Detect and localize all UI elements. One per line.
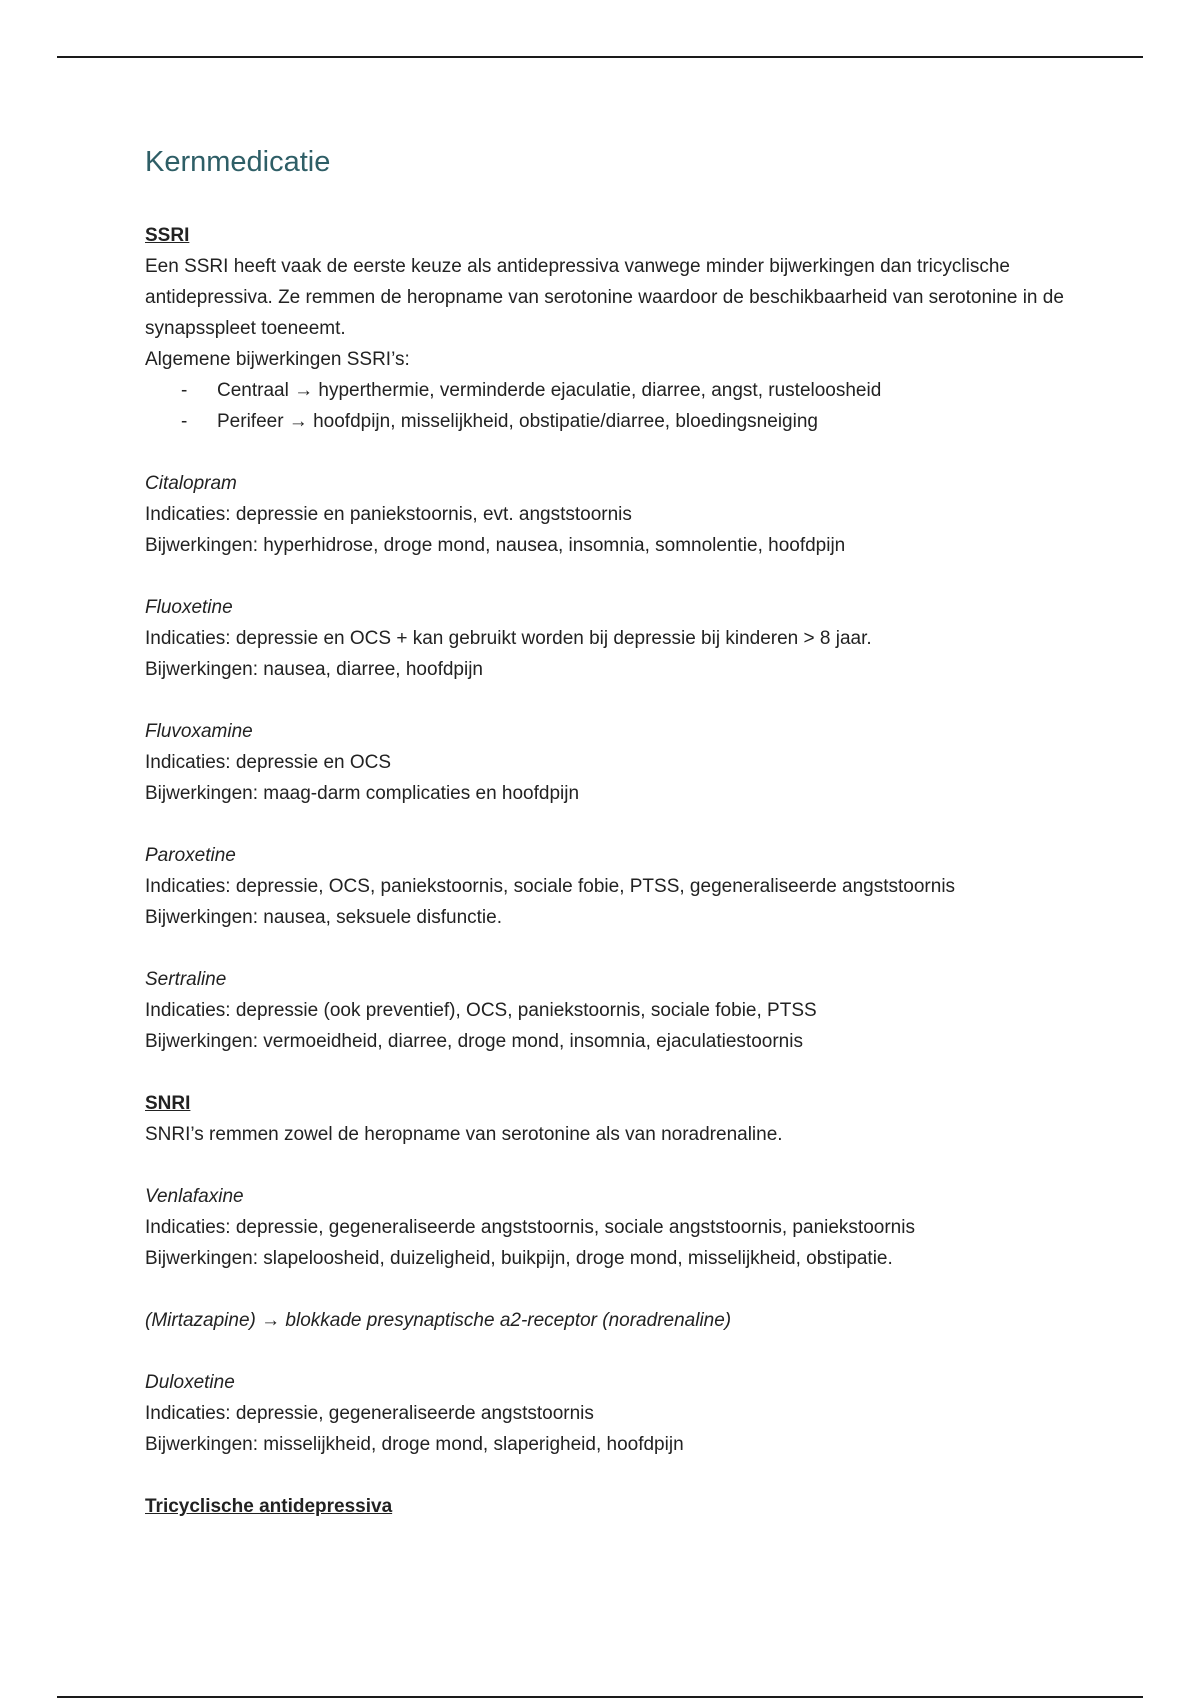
drug-side-effects: Bijwerkingen: nausea, seksuele disfunctie. (145, 907, 502, 928)
section-heading-snri: SNRI (145, 1093, 191, 1114)
drug-indications: Indicaties: depressie en OCS (145, 752, 392, 773)
drug-indications: Indicaties: depressie, OCS, paniekstoornis, sociale fobie, PTSS, gegeneraliseerde angststoornis (145, 876, 956, 897)
drug-side-effects: Bijwerkingen: vermoeidheid, diarree, droge mond, insomnia, ejaculatiestoornis (145, 1031, 803, 1052)
drug-name-duloxetine: Duloxetine (145, 1372, 235, 1393)
header-rule (57, 56, 1143, 58)
drug-name-fluoxetine: Fluoxetine (145, 597, 233, 618)
drug-indications: Indicaties: depressie, gegeneraliseerde angststoornis (145, 1403, 594, 1424)
page-title: Kernmedicatie (145, 146, 331, 178)
document-body (145, 142, 1095, 1522)
drug-side-effects: Bijwerkingen: hyperhidrose, droge mond, nausea, insomnia, somnolentie, hoofdpijn (145, 535, 846, 556)
drug-name-sertraline: Sertraline (145, 969, 227, 990)
drug-side-effects: Bijwerkingen: nausea, diarree, hoofdpijn (145, 659, 483, 680)
drug-name-paroxetine: Paroxetine (145, 845, 236, 866)
drug-side-effects: Bijwerkingen: maag-darm complicaties en hoofdpijn (145, 783, 580, 804)
drug-indications: Indicaties: depressie en paniekstoornis, evt. angststoornis (145, 504, 632, 525)
drug-side-effects: Bijwerkingen: misselijkheid, droge mond, slaperigheid, hoofdpijn (145, 1434, 684, 1455)
dash-bullet-icon: - (181, 380, 188, 401)
ssri-side-effects-label: Algemene bijwerkingen SSRI’s: (145, 349, 410, 370)
ssri-side-effects-list (145, 375, 1095, 437)
dash-bullet-icon: - (181, 411, 188, 432)
drug-indications: Indicaties: depressie, gegeneraliseerde angststoornis, sociale angststoornis, paniekstoornis (145, 1217, 915, 1238)
drug-name-venlafaxine: Venlafaxine (145, 1186, 244, 1207)
footer-rule (57, 1696, 1143, 1698)
section-heading-ssri: SSRI (145, 225, 190, 246)
drug-side-effects: Bijwerkingen: slapeloosheid, duizeligheid, buikpijn, droge mond, misselijkheid, obstipatie. (145, 1248, 893, 1269)
ssri-intro: Een SSRI heeft vaak de eerste keuze als antidepressiva vanwege minder bijwerkingen dan tricyclische antidepressiva. Ze remmen de heropname van serotonine waardoor de beschikbaarheid van serotonine in de synapsspleet toeneemt. (145, 256, 1064, 339)
drug-name-citalopram: Citalopram (145, 473, 237, 494)
mirtazapine-note: (Mirtazapine) → blokkade presynaptische a2-receptor (noradrenaline) (145, 1310, 732, 1331)
list-item: - Perifeer → hoofdpijn, misselijkheid, obstipatie/diarree, bloedingsneiging (145, 406, 1095, 437)
drug-indications: Indicaties: depressie (ook preventief), OCS, paniekstoornis, sociale fobie, PTSS (145, 1000, 817, 1021)
list-item: - Centraal → hyperthermie, verminderde ejaculatie, diarree, angst, rusteloosheid (145, 375, 1095, 406)
section-heading-tricyclic: Tricyclische antidepressiva (145, 1496, 393, 1517)
drug-name-fluvoxamine: Fluvoxamine (145, 721, 253, 742)
drug-indications: Indicaties: depressie en OCS + kan gebruikt worden bij depressie bij kinderen > 8 jaar. (145, 628, 872, 649)
snri-intro: SNRI’s remmen zowel de heropname van serotonine als van noradrenaline. (145, 1124, 783, 1145)
